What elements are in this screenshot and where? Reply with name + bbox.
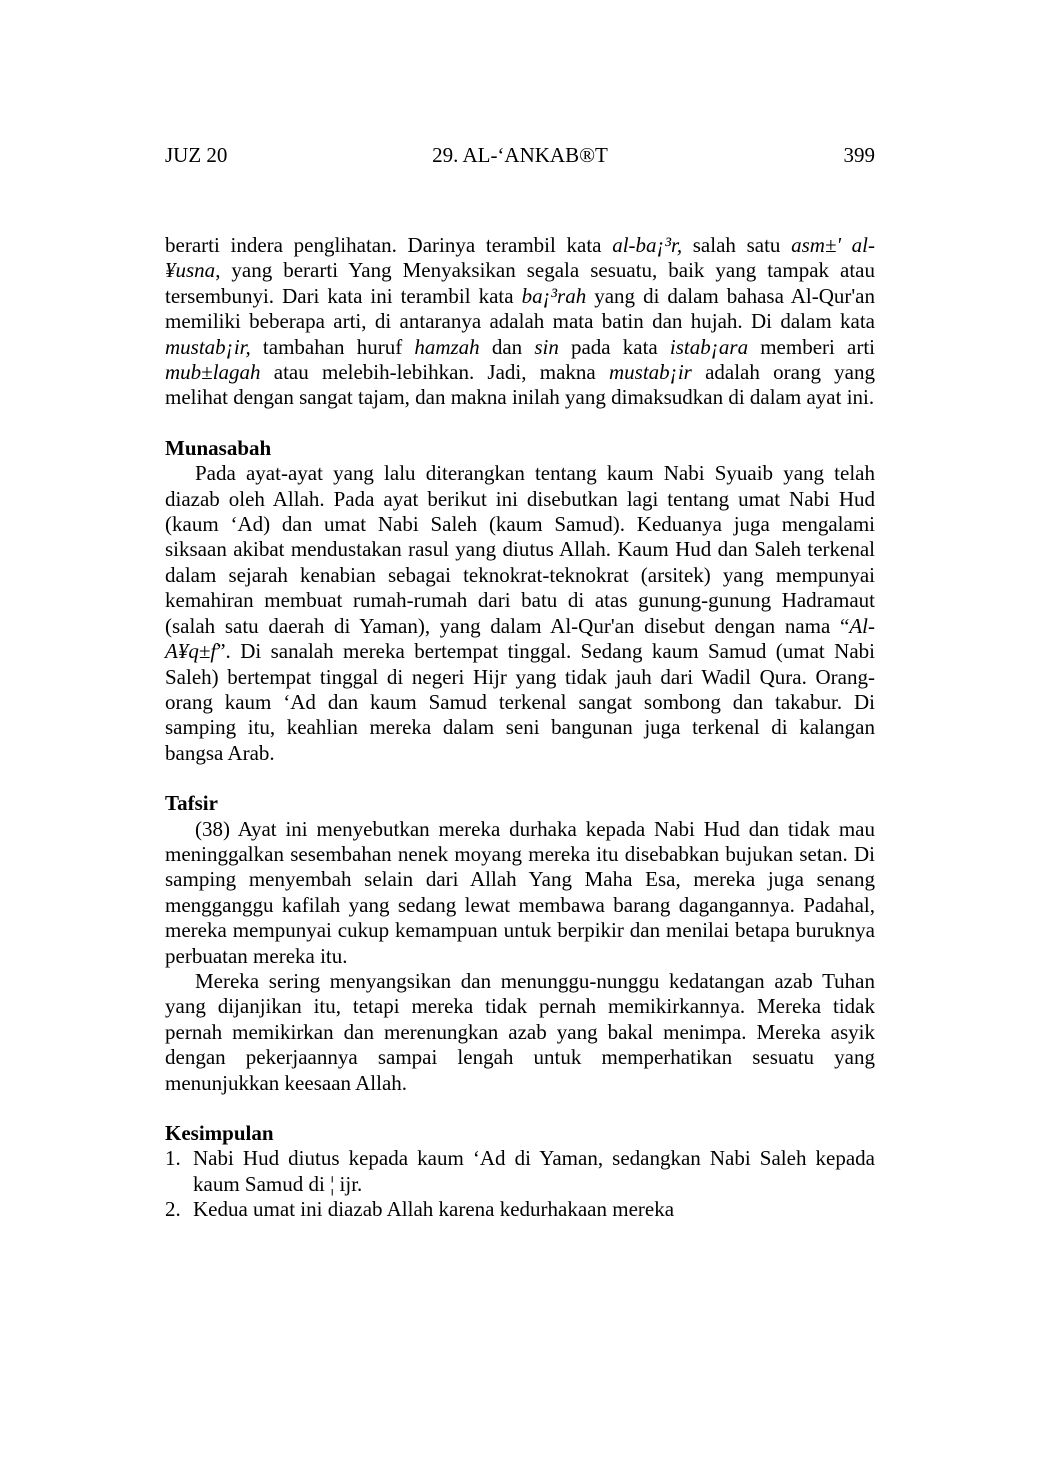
intro-term: asm±' al-¥usna <box>165 233 875 283</box>
intro-term: mustab¡ir, <box>165 334 251 359</box>
tafsir-paragraph-2: Mereka sering menyangsikan dan menunggu-nunggu kedatangan azab Tuhan yang dijanjikan itu, tetapi mereka tidak pernah memikirkannya. Mereka tidak pernah memikirkan dan merenungkan azab yang bakal menimpa. Mereka asyik dengan pekerjaannya sampai lengah untuk memperhatikan sesuatu yang menunjukkan keesaan Allah. <box>165 968 875 1095</box>
kesimpulan-heading: Kesimpulan <box>165 1121 274 1145</box>
tafsir-heading: Tafsir <box>165 791 218 816</box>
tafsir-paragraph-1: (38) Ayat ini menyebutkan mereka durhaka kepada Nabi Hud dan tidak mau meninggalkan sesembahan nenek moyang mereka itu disebabkan bujukan setan. Di samping menyembah selain dari Allah Yang Maha Esa, mereka juga senang mengganggu kafilah yang sedang lewat membawa barang dagangannya. Padahal, mereka mempunyai cukup kemampuan untuk berpikir dan menilai betapa buruknya perbuatan mereka itu. <box>165 816 875 968</box>
page-body <box>165 233 875 1223</box>
intro-term: istab¡ara <box>669 334 749 359</box>
intro-term: hamzah <box>414 334 480 359</box>
juz-label: JUZ 20 <box>165 143 228 167</box>
list-item <box>165 1146 875 1197</box>
intro-text: pada kata <box>558 334 670 359</box>
intro-paragraph <box>165 233 875 411</box>
intro-text: yang di dalam bahasa Al-Qur'an memiliki beberapa arti, di antaranya adalah mata batin dan hujah. Di dalam kata <box>165 283 876 334</box>
intro-term: mub±lagah <box>165 360 261 385</box>
intro-text: , yang berarti Yang Menyaksikan segala sesuatu, baik yang tampak atau tersembunyi. Dari kata ini terambil kata <box>165 258 875 308</box>
munasabah-heading: Munasabah <box>165 435 272 460</box>
intro-term: ba¡³rah <box>521 283 587 308</box>
page-number: 399 <box>843 143 875 167</box>
intro-text: berarti indera penglihatan. Darinya terambil kata <box>165 233 613 257</box>
list-item <box>165 1197 875 1222</box>
munasabah-paragraph <box>165 461 875 766</box>
kesimpulan-list <box>165 1146 875 1222</box>
page-header <box>165 143 875 173</box>
munasabah-text: ”. Di sanalah mereka bertempat tinggal. Sedang kaum Samud (umat Nabi Saleh) bertempat tinggal di negeri Hijr yang tidak jauh dari Wadil Qura. Orang-orang kaum ‘Ad dan kaum Samud terkenal sangat sombong dan takabur. Di samping itu, keahlian mereka dalam seni bangunan juga terkenal di kalangan bangsa Arab. <box>165 639 875 765</box>
intro-term: mustab¡ir <box>608 360 692 385</box>
list-item-text: Kedua umat ini diazab Allah karena kedurhakaan mereka <box>193 1197 675 1222</box>
intro-term: al-ba¡³r, <box>612 233 683 257</box>
intro-text: dan <box>479 334 535 359</box>
intro-text: memberi arti <box>748 334 875 359</box>
list-item-number: 1. <box>165 1146 181 1171</box>
intro-text: atau melebih-lebihkan. Jadi, makna <box>260 360 609 385</box>
munasabah-text: Pada ayat-ayat yang lalu diterangkan tentang kaum Nabi Syuaib yang telah diazab oleh Allah. Pada ayat berikut ini disebutkan lagi tentang umat Nabi Hud (kaum ‘Ad) dan umat Nabi Saleh (kaum Samud). Keduanya juga mengalami siksaan akibat mendustakan rasul yang diutus Allah. Kaum Hud dan Saleh terkenal dalam sejarah kenabian sebagai teknokrat-teknokrat (arsitek) yang mempunyai kemahiran membuat rumah-rumah dari batu di atas gunung-gunung Hadramaut (salah satu daerah di Yaman), yang dalam Al-Qur'an disebut dengan nama “ <box>165 461 875 638</box>
intro-text: tambahan huruf <box>250 334 415 359</box>
munasabah-term: Al-A¥q±f <box>165 613 875 664</box>
intro-text: salah satu <box>682 233 792 257</box>
intro-text: adalah orang yang melihat dengan sangat tajam, dan makna inilah yang dimaksudkan di dalam ayat ini. <box>165 360 876 410</box>
list-item-number: 2. <box>165 1197 181 1222</box>
list-item-text: Nabi Hud diutus kepada kaum ‘Ad di Yaman, sedangkan Nabi Saleh kepada kaum Samud di ¦ ijr. <box>193 1146 875 1196</box>
surah-title: 29. AL-‘ANKAB®T <box>432 143 608 167</box>
intro-term: sin <box>534 334 559 359</box>
